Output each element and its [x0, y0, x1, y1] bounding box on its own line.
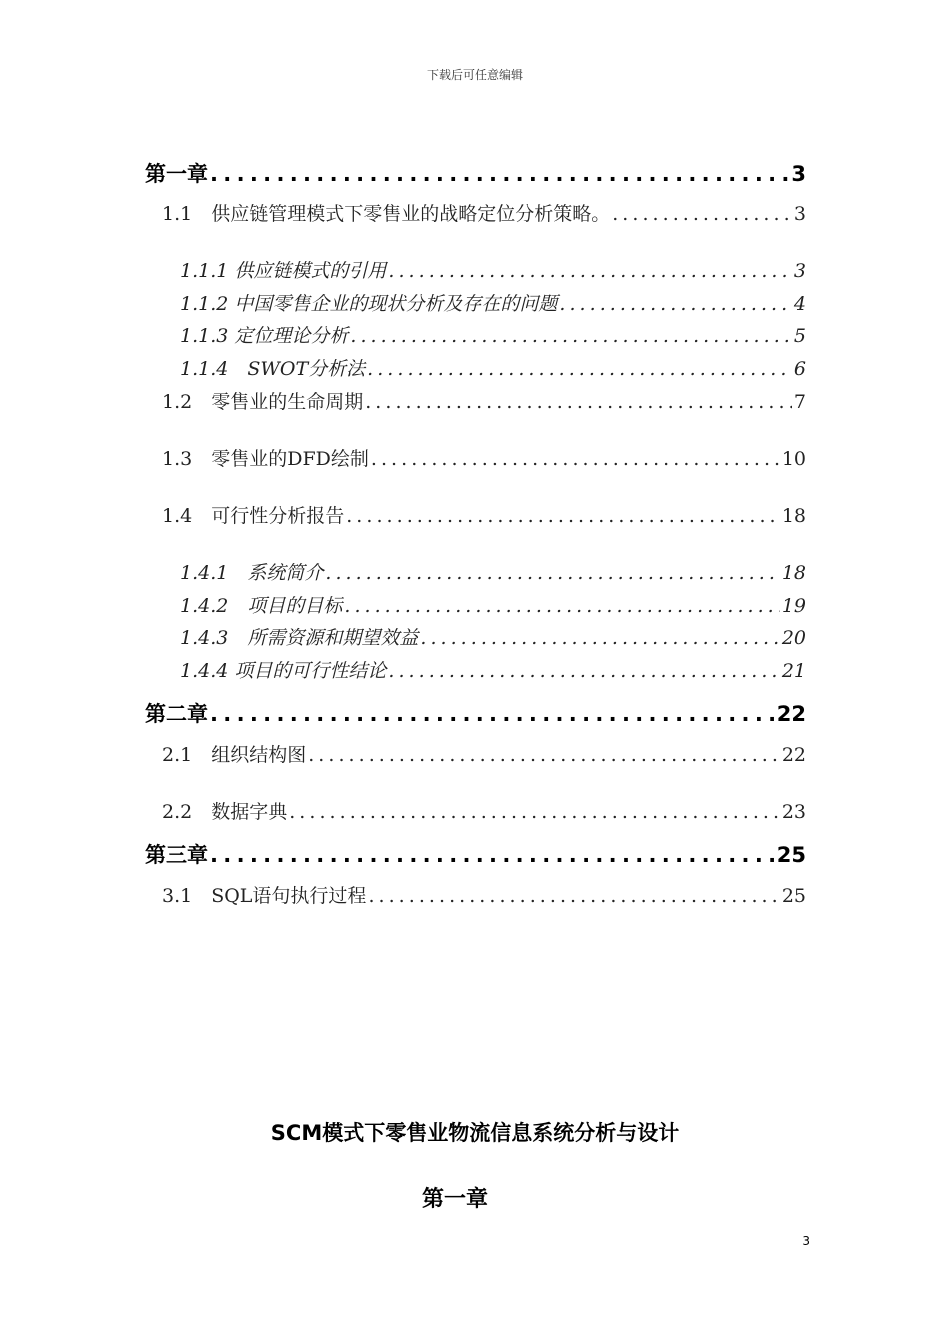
toc-entry-chapter [145, 698, 806, 728]
toc-entry-label: 1.4.3 所需资源和期望效益 [180, 627, 419, 649]
toc-entry-label: 1.2 零售业的生命周期 [162, 391, 364, 413]
toc-entry-label: 第三章 [145, 843, 208, 867]
toc-dot-leader [210, 843, 775, 867]
toc-entry-section [162, 881, 806, 908]
toc-entry-page: 19 [781, 595, 806, 617]
toc-dot-leader [308, 744, 780, 766]
toc-dot-leader [210, 162, 789, 186]
toc-entry-subsection [180, 354, 806, 381]
toc-entry-page: 25 [776, 843, 806, 867]
toc-entry-subsection [180, 289, 806, 316]
toc-entry-section [162, 444, 806, 471]
toc-entry-subsection [180, 656, 806, 683]
toc-entry-subsection [180, 321, 806, 348]
toc-dot-leader [346, 505, 780, 527]
toc-entry-page: 7 [793, 391, 806, 413]
toc-entry-section [162, 740, 806, 767]
toc-dot-leader [368, 885, 779, 907]
document-title: SCM模式下零售业物流信息系统分析与设计 [270, 1121, 680, 1145]
toc-entry-page: 20 [781, 627, 806, 649]
toc-entry-page: 3 [791, 162, 806, 186]
toc-entry-label: 1.1.4 SWOT分析法 [180, 358, 366, 380]
toc-dot-leader [559, 293, 792, 315]
toc-entry-page: 21 [781, 660, 806, 682]
toc-dot-leader [350, 325, 792, 347]
toc-entry-section [162, 199, 806, 226]
toc-entry-page: 3 [793, 260, 806, 282]
toc-dot-leader [388, 260, 792, 282]
toc-entry-label: 1.1 供应链管理模式下零售业的战略定位分析策略。 [162, 203, 611, 225]
toc-entry-page: 23 [781, 801, 806, 823]
toc-entry-subsection [180, 558, 806, 585]
toc-dot-leader [420, 627, 779, 649]
toc-entry-page: 22 [781, 744, 806, 766]
toc-entry-label: 1.1.1 供应链模式的引用 [180, 260, 387, 282]
toc-entry-label: 1.4 可行性分析报告 [162, 505, 345, 527]
toc-dot-leader [210, 702, 775, 726]
toc-entry-label: 1.4.1 系统简介 [180, 562, 324, 584]
toc-dot-leader [612, 203, 792, 225]
toc-entry-chapter [145, 839, 806, 869]
toc-entry-section [162, 387, 806, 414]
toc-entry-label: 2.2 数据字典 [162, 801, 288, 823]
toc-entry-page: 4 [793, 293, 806, 315]
toc-dot-leader [325, 562, 779, 584]
toc-dot-leader [365, 391, 792, 413]
toc-entry-label: 1.3 零售业的DFD绘制 [162, 448, 369, 470]
toc-entry-label: 第二章 [145, 702, 208, 726]
toc-entry-page: 25 [781, 885, 806, 907]
toc-entry-page: 10 [781, 448, 806, 470]
toc-entry-label: 1.4.4 项目的可行性结论 [180, 660, 387, 682]
toc-entry-label: 3.1 SQL语句执行过程 [162, 885, 367, 907]
toc-entry-page: 6 [793, 358, 806, 380]
toc-dot-leader [371, 448, 780, 470]
toc-entry-subsection [180, 256, 806, 283]
toc-dot-leader [344, 595, 779, 617]
header-note: 下载后可任意编辑 [426, 68, 523, 82]
toc-entry-chapter [145, 158, 806, 188]
toc-entry-subsection [180, 591, 806, 618]
page-number: 3 [802, 1234, 810, 1248]
toc-entry-page: 5 [793, 325, 806, 347]
toc-entry-label: 1.1.3 定位理论分析 [180, 325, 349, 347]
toc-entry-label: 1.1.2 中国零售企业的现状分析及存在的问题 [180, 293, 558, 315]
toc-entry-label: 第一章 [145, 162, 208, 186]
toc-dot-leader [289, 801, 780, 823]
toc-dot-leader [367, 358, 792, 380]
toc-entry-label: 1.4.2 项目的目标 [180, 595, 343, 617]
chapter-heading: 第一章 [421, 1187, 488, 1212]
toc-entry-page: 22 [776, 702, 806, 726]
toc-entry-page: 18 [781, 562, 806, 584]
toc-dot-leader [388, 660, 779, 682]
toc-entry-label: 2.1 组织结构图 [162, 744, 307, 766]
toc-entry-section [162, 797, 806, 824]
toc-entry-page: 18 [781, 505, 806, 527]
toc-entry-subsection [180, 623, 806, 650]
toc-entry-section [162, 501, 806, 528]
toc-entry-page: 3 [793, 203, 806, 225]
